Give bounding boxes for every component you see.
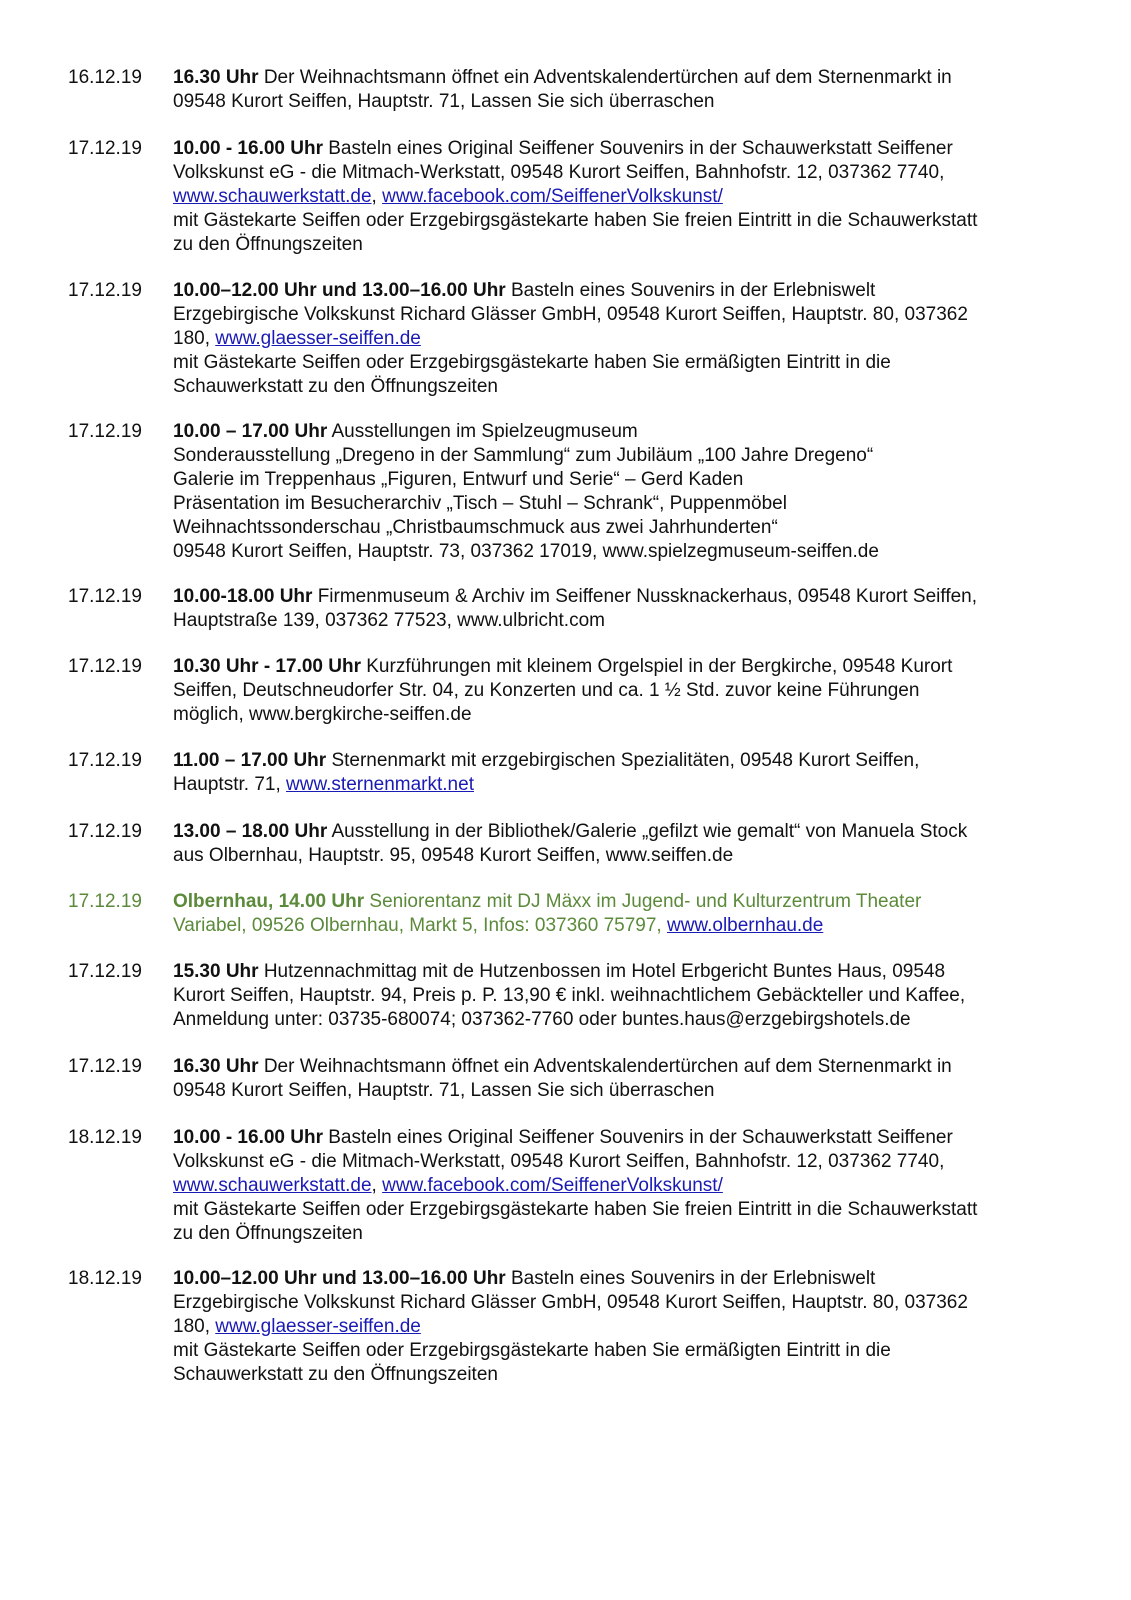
text-segment: , (371, 186, 383, 207)
text-segment: Basteln eines Souvenirs in der Erlebniswelt (505, 1268, 876, 1289)
text-segment: mit Gästekarte Seiffen oder Erzgebirgsgästekarte haben Sie freien Eintritt in die Schauwerkstatt (173, 1199, 978, 1220)
description-line (173, 492, 1053, 516)
description-line (173, 303, 1053, 327)
text-segment: Der Weihnachtsmann öffnet ein Adventskalendertürchen auf dem Sternenmarkt in (258, 67, 952, 88)
event-time: 10.00-18.00 Uhr (173, 586, 313, 607)
description-line (173, 161, 1053, 185)
text-segment: Kurzführungen mit kleinem Orgelspiel in der Bergkirche, 09548 Kurort (360, 656, 953, 677)
web-link[interactable]: www.schauwerkstatt.de (173, 186, 372, 207)
event-entry (68, 1126, 1068, 1246)
event-entry (68, 585, 1068, 633)
web-link[interactable]: www.schauwerkstatt.de (173, 1175, 372, 1196)
text-segment: Variabel, 09526 Olbernhau, Markt 5, Infos: 037360 75797, (173, 915, 667, 936)
event-description (173, 279, 1053, 399)
description-line (173, 960, 1053, 984)
text-segment: Weihnachtssonderschau „Christbaumschmuck aus zwei Jahrhunderten“ (173, 517, 778, 538)
text-segment: 09548 Kurort Seiffen, Hauptstr. 71, Lassen Sie sich überraschen (173, 91, 715, 112)
text-segment: Basteln eines Original Seiffener Souvenirs in der Schauwerkstatt Seiffener (322, 138, 953, 159)
event-time: 10.00–12.00 Uhr und 13.00–16.00 Uhr (173, 280, 506, 301)
event-date: 17.12.19 (68, 138, 142, 159)
text-segment: Seiffen, Deutschneudorfer Str. 04, zu Konzerten und ca. 1 ½ Std. zuvor keine Führungen (173, 680, 920, 701)
event-date: 17.12.19 (68, 280, 142, 301)
text-segment: mit Gästekarte Seiffen oder Erzgebirgsgästekarte haben Sie ermäßigten Eintritt in die (173, 352, 891, 373)
event-date: 17.12.19 (68, 821, 142, 842)
event-description (173, 66, 1053, 114)
event-time: 10.00 - 16.00 Uhr (173, 138, 323, 159)
description-line (173, 820, 1053, 844)
description-line (173, 1126, 1053, 1150)
description-line (173, 749, 1053, 773)
event-description (173, 420, 1053, 564)
text-segment: Galerie im Treppenhaus „Figuren, Entwurf und Serie“ – Gerd Kaden (173, 469, 744, 490)
text-segment: Erzgebirgische Volkskunst Richard Glässer GmbH, 09548 Kurort Seiffen, Hauptstr. 80, 037362 (173, 304, 968, 325)
text-segment: Ausstellung in der Bibliothek/Galerie „gefilzt wie gemalt“ von Manuela Stock (327, 821, 968, 842)
text-segment: Hauptstr. 71, (173, 774, 287, 795)
event-date: 18.12.19 (68, 1127, 142, 1148)
event-entry (68, 749, 1068, 797)
event-time: Olbernhau, 14.00 Uhr (173, 891, 365, 912)
description-line (173, 1291, 1053, 1315)
text-segment: Hauptstraße 139, 037362 77523, www.ulbricht.com (173, 610, 605, 631)
event-description (173, 1267, 1053, 1387)
description-line (173, 66, 1053, 90)
event-entry (68, 1267, 1068, 1387)
event-date: 17.12.19 (68, 421, 142, 442)
event-time: 15.30 Uhr (173, 961, 259, 982)
event-description (173, 655, 1053, 727)
text-segment: zu den Öffnungszeiten (173, 234, 363, 255)
text-segment: Firmenmuseum & Archiv im Seiffener Nussknackerhaus, 09548 Kurort Seiffen, (312, 586, 978, 607)
text-segment: mit Gästekarte Seiffen oder Erzgebirgsgästekarte haben Sie ermäßigten Eintritt in die (173, 1340, 891, 1361)
event-time: 10.00 – 17.00 Uhr (173, 421, 328, 442)
text-segment: 180, (173, 328, 216, 349)
text-segment: Der Weihnachtsmann öffnet ein Adventskalendertürchen auf dem Sternenmarkt in (258, 1056, 952, 1077)
description-line (173, 1315, 1053, 1339)
event-description (173, 585, 1053, 633)
text-segment: Ausstellungen im Spielzeugmuseum (327, 421, 638, 442)
description-line (173, 1222, 1053, 1246)
event-time: 10.00–12.00 Uhr und 13.00–16.00 Uhr (173, 1268, 506, 1289)
event-date: 17.12.19 (68, 891, 142, 912)
description-line (173, 585, 1053, 609)
web-link[interactable]: www.sternenmarkt.net (286, 774, 474, 795)
text-segment: 09548 Kurort Seiffen, Hauptstr. 73, 037362 17019, www.spielzegmuseum-seiffen.de (173, 541, 879, 562)
description-line (173, 1363, 1053, 1387)
event-description (173, 1126, 1053, 1246)
text-segment: Basteln eines Original Seiffener Souvenirs in der Schauwerkstatt Seiffener (322, 1127, 953, 1148)
text-segment: 180, (173, 1316, 216, 1337)
description-line (173, 90, 1053, 114)
description-line (173, 609, 1053, 633)
event-entry (68, 137, 1068, 257)
text-segment: mit Gästekarte Seiffen oder Erzgebirgsgästekarte haben Sie freien Eintritt in die Schauwerkstatt (173, 210, 978, 231)
event-date: 17.12.19 (68, 961, 142, 982)
event-description (173, 960, 1053, 1032)
event-time: 10.30 Uhr - 17.00 Uhr (173, 656, 361, 677)
description-line (173, 890, 1053, 914)
event-description (173, 890, 1053, 938)
event-entry (68, 66, 1068, 114)
description-line (173, 1174, 1053, 1198)
event-date: 18.12.19 (68, 1268, 142, 1289)
description-line (173, 1267, 1053, 1291)
text-segment: 09548 Kurort Seiffen, Hauptstr. 71, Lassen Sie sich überraschen (173, 1080, 715, 1101)
event-description (173, 137, 1053, 257)
event-entry (68, 890, 1068, 938)
event-entry (68, 820, 1068, 868)
description-line (173, 1339, 1053, 1363)
description-line (173, 1198, 1053, 1222)
event-entry (68, 420, 1068, 564)
event-date: 17.12.19 (68, 586, 142, 607)
text-segment: möglich, www.bergkirche-seiffen.de (173, 704, 472, 725)
text-segment: Basteln eines Souvenirs in der Erlebniswelt (505, 280, 876, 301)
event-date: 17.12.19 (68, 656, 142, 677)
description-line (173, 351, 1053, 375)
description-line (173, 844, 1053, 868)
text-segment: Schauwerkstatt zu den Öffnungszeiten (173, 376, 498, 397)
description-line (173, 516, 1053, 540)
web-link[interactable]: www.olbernhau.de (666, 915, 824, 936)
web-link[interactable]: www.facebook.com/SeiffenerVolkskunst/ (382, 186, 723, 207)
text-segment: zu den Öffnungszeiten (173, 1223, 363, 1244)
event-time: 16.30 Uhr (173, 67, 259, 88)
description-line (173, 375, 1053, 399)
event-time: 16.30 Uhr (173, 1056, 259, 1077)
description-line (173, 655, 1053, 679)
description-line (173, 137, 1053, 161)
description-line (173, 327, 1053, 351)
event-description (173, 1055, 1053, 1103)
text-segment: Anmeldung unter: 03735-680074; 037362-7760 oder buntes.haus@erzgebirgshotels.de (173, 1009, 911, 1030)
text-segment: Volkskunst eG - die Mitmach-Werkstatt, 09548 Kurort Seiffen, Bahnhofstr. 12, 037362 7740, (173, 1151, 945, 1172)
description-line (173, 540, 1053, 564)
web-link[interactable]: www.glaesser-seiffen.de (215, 1316, 421, 1337)
text-segment: Erzgebirgische Volkskunst Richard Glässer GmbH, 09548 Kurort Seiffen, Hauptstr. 80, 037362 (173, 1292, 968, 1313)
event-description (173, 820, 1053, 868)
description-line (173, 914, 1053, 938)
text-segment: Volkskunst eG - die Mitmach-Werkstatt, 09548 Kurort Seiffen, Bahnhofstr. 12, 037362 7740, (173, 162, 945, 183)
description-line (173, 444, 1053, 468)
description-line (173, 1079, 1053, 1103)
event-time: 10.00 - 16.00 Uhr (173, 1127, 323, 1148)
text-segment: aus Olbernhau, Hauptstr. 95, 09548 Kurort Seiffen, www.seiffen.de (173, 845, 734, 866)
text-segment: Hutzennachmittag mit de Hutzenbossen im Hotel Erbgericht Buntes Haus, 09548 (258, 961, 946, 982)
event-time: 13.00 – 18.00 Uhr (173, 821, 328, 842)
event-date: 16.12.19 (68, 67, 142, 88)
description-line (173, 279, 1053, 303)
event-description (173, 749, 1053, 797)
description-line (173, 1055, 1053, 1079)
description-line (173, 185, 1053, 209)
text-segment: Kurort Seiffen, Hauptstr. 94, Preis p. P. 13,90 € inkl. weihnachtlichem Gebäckteller und Kaffee, (173, 985, 966, 1006)
description-line (173, 679, 1053, 703)
text-segment: Sonderausstellung „Dregeno in der Sammlung“ zum Jubiläum „100 Jahre Dregeno“ (173, 445, 874, 466)
description-line (173, 468, 1053, 492)
event-entry (68, 960, 1068, 1032)
text-segment: Sternenmarkt mit erzgebirgischen Spezialitäten, 09548 Kurort Seiffen, (326, 750, 920, 771)
description-line (173, 984, 1053, 1008)
event-date: 17.12.19 (68, 1056, 142, 1077)
event-entry (68, 655, 1068, 727)
event-entry (68, 1055, 1068, 1103)
text-segment: Seniorentanz mit DJ Mäxx im Jugend- und Kulturzentrum Theater (364, 891, 922, 912)
text-segment: Präsentation im Besucherarchiv „Tisch – Stuhl – Schrank“, Puppenmöbel (173, 493, 787, 514)
description-line (173, 1150, 1053, 1174)
event-time: 11.00 – 17.00 Uhr (173, 750, 327, 771)
event-entry (68, 279, 1068, 399)
description-line (173, 773, 1053, 797)
description-line (173, 233, 1053, 257)
description-line (173, 209, 1053, 233)
text-segment: Schauwerkstatt zu den Öffnungszeiten (173, 1364, 498, 1385)
description-line (173, 703, 1053, 727)
event-date: 17.12.19 (68, 750, 142, 771)
web-link[interactable]: www.glaesser-seiffen.de (215, 328, 421, 349)
text-segment: , (371, 1175, 383, 1196)
web-link[interactable]: www.facebook.com/SeiffenerVolkskunst/ (382, 1175, 723, 1196)
description-line (173, 1008, 1053, 1032)
description-line (173, 420, 1053, 444)
